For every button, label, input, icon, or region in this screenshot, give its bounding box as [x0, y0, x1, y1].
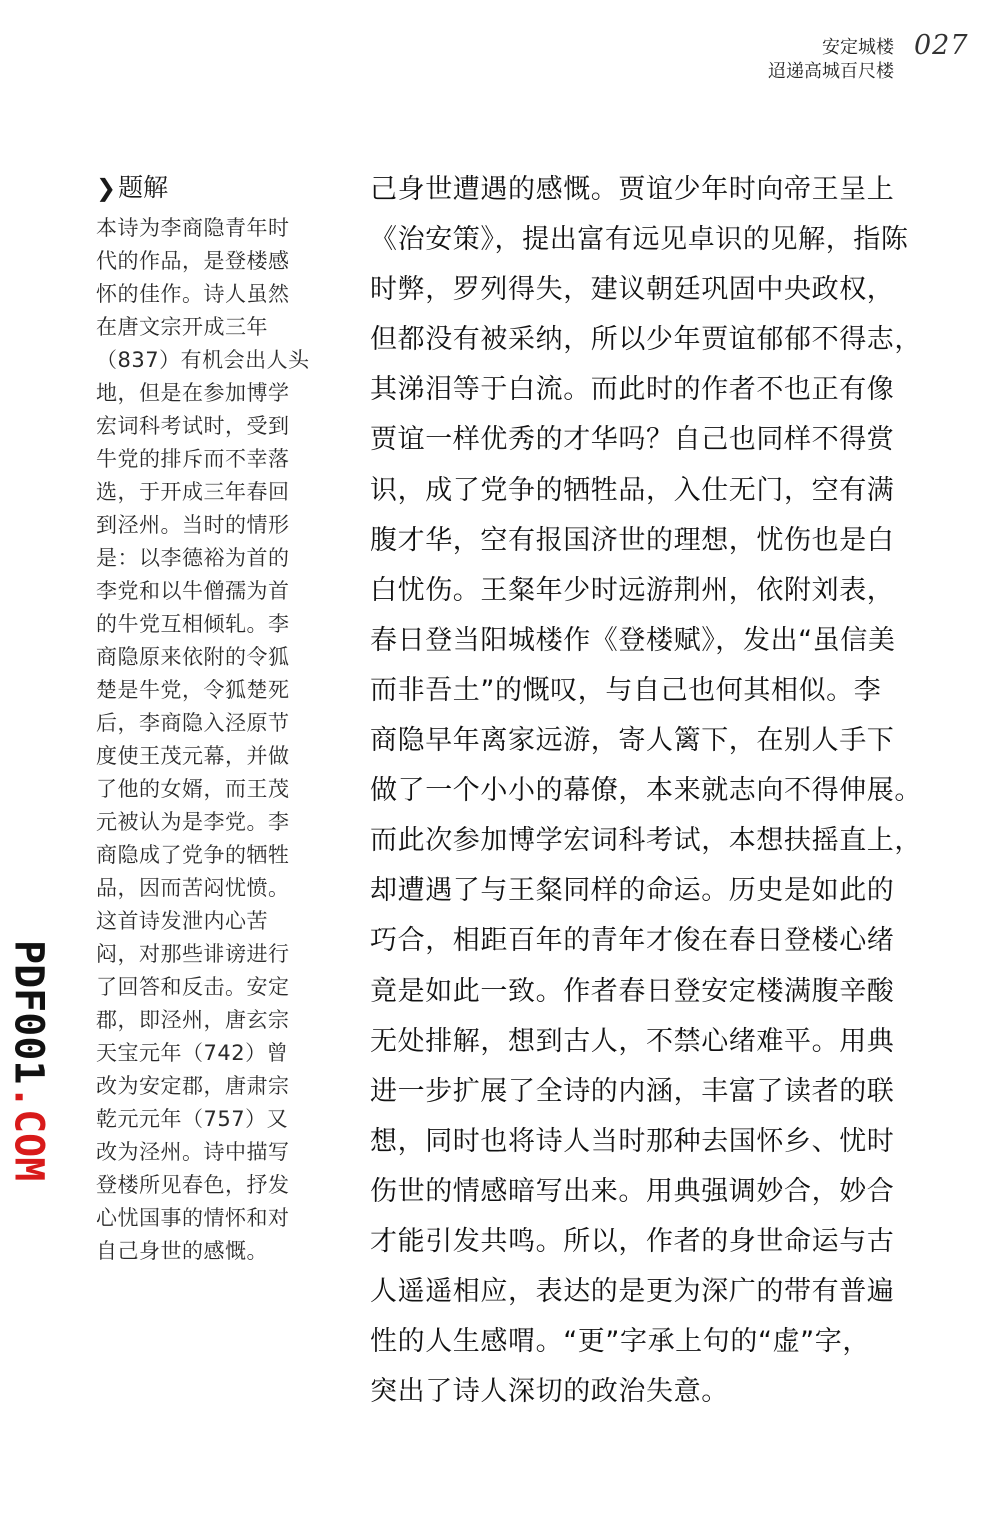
main-body [370, 165, 922, 1417]
main-text-line: 时弊，罗列得失，建议朝廷巩固中央政权， [370, 274, 895, 306]
main-text-line: 己身世遭遇的感慨。贾谊少年时向帝王呈上 [370, 174, 895, 205]
sidebar-text-line: 这首诗发泄内心苦 [96, 909, 268, 933]
main-text-line: 而非吾土”的慨叹，与自己也何其相似。李 [370, 674, 882, 706]
sidebar-text-line: 天宝元年（742）曾 [96, 1041, 289, 1065]
sidebar-text-line: 改为安定郡，唐肃宗 [96, 1074, 290, 1098]
sidebar-text-line: 选，于开成三年春回 [96, 480, 290, 504]
main-text-line: 才能引发共鸣。所以，作者的身世命运与古 [370, 1225, 895, 1257]
main-text-line: 巧合，相距百年的青年才俊在春日登楼心绪 [370, 925, 895, 957]
main-text-line: 但都没有被采纳，所以少年贾谊郁郁不得志， [370, 324, 922, 356]
main-text-column [370, 165, 922, 1417]
main-text-line: 而此次参加博学宏词科考试，本想扶摇直上， [370, 825, 922, 857]
sidebar-text-line: 怀的佳作。诗人虽然 [96, 282, 290, 306]
header-title: 安定城楼 [822, 37, 894, 58]
sidebar-text-line: 品，因而苦闷忧愤。 [96, 876, 290, 900]
sidebar-text-line: 乾元元年（757）又 [96, 1107, 289, 1131]
sidebar-text-line: 闷，对那些诽谤进行 [96, 942, 290, 966]
wm-red-text: .COM [5, 1084, 52, 1181]
main-text-line: 却遭遇了与王粲同样的命运。历史是如此的 [370, 875, 895, 907]
main-text-line: 商隐早年离家远游，寄人篱下，在别人手下 [370, 725, 895, 757]
watermark-red [5, 1084, 52, 1181]
main-text-line: 人遥遥相应，表达的是更为深广的带有普遍 [370, 1276, 895, 1308]
main-text-line: 白忧伤。王粲年少时远游荆州，依附刘表， [370, 574, 895, 606]
sidebar-body [96, 212, 324, 1268]
sidebar-text-line: 了他的女婿，而王茂 [96, 777, 290, 801]
main-text-line: 突出了诗人深切的政治失意。 [370, 1376, 729, 1408]
main-text-line: 性的人生感喟。“更”字承上句的“虚”字， [370, 1326, 870, 1358]
watermark [5, 940, 52, 1181]
header-subtitle: 迢递高城百尺楼 [768, 61, 894, 82]
sidebar-heading-label: 题解 [118, 173, 169, 202]
main-text-line: 春日登当阳城楼作《登楼赋》，发出“虽信美 [370, 624, 896, 656]
wm-dark-text: PDF001 [5, 940, 52, 1085]
sidebar-text-line: 地，但是在参加博学 [96, 381, 290, 405]
main-text-line: 《治安策》，提出富有远见卓识的见解，指陈 [370, 224, 909, 256]
sidebar-text-line: 元被认为是李党。李 [96, 810, 290, 834]
sidebar-text-line: 郡，即泾州，唐玄宗 [96, 1008, 290, 1032]
main-text-line: 做了一个小小的幕僚，本来就志向不得伸展。 [370, 775, 922, 807]
main-text-line: 贾谊一样优秀的才华吗？自己也同样不得赏 [370, 424, 895, 456]
sidebar-text-line: 宏词科考试时，受到 [96, 414, 290, 438]
sidebar-text-line: 的牛党互相倾轧。李 [96, 612, 290, 636]
sidebar-text-line: 代的作品，是登楼感 [96, 249, 290, 273]
sidebar-text-line: 商隐原来依附的令狐 [96, 645, 290, 669]
page-number: 027 [914, 30, 969, 61]
main-text-line: 进一步扩展了全诗的内涵，丰富了读者的联 [370, 1075, 895, 1107]
watermark-dark [5, 940, 52, 1085]
main-text-line: 无处排解，想到古人，不禁心绪难平。用典 [370, 1025, 895, 1057]
sidebar-text-line: 牛党的排斥而不幸落 [96, 447, 290, 471]
sidebar-text-line: 后，李商隐入泾原节 [96, 711, 290, 735]
main-text-line: 其涕泪等于白流。而此时的作者不也正有像 [370, 374, 895, 406]
sidebar-heading [96, 168, 324, 208]
sidebar-text-line: 李党和以牛僧孺为首 [96, 579, 290, 603]
sidebar-text-line: 自己身世的感慨。 [96, 1239, 268, 1263]
sidebar-text-line: 在唐文宗开成三年 [96, 315, 268, 339]
sidebar-text-line: 度使王茂元幕，并做 [96, 744, 290, 768]
sidebar-text-line: 本诗为李商隐青年时 [96, 216, 290, 240]
main-text-line: 腹才华，空有报国济世的理想，忧伤也是白 [370, 524, 895, 556]
main-text-line: 识，成了党争的牺牲品，入仕无门，空有满 [370, 474, 895, 506]
main-text-line: 伤世的情感暗写出来。用典强调妙合，妙合 [370, 1175, 895, 1207]
explanation-sidebar [96, 168, 324, 1268]
sidebar-text-line: 是：以李德裕为首的 [96, 546, 290, 570]
sidebar-text-line: 了回答和反击。安定 [96, 975, 290, 999]
sidebar-text-line: 楚是牛党，令狐楚死 [96, 678, 290, 702]
running-header [768, 36, 894, 84]
chevron-right-icon: ❯ [96, 174, 117, 202]
sidebar-text-line: 登楼所见春色，抒发 [96, 1173, 290, 1197]
sidebar-text-line: 心忧国事的情怀和对 [96, 1206, 290, 1230]
sidebar-text-line: 商隐成了党争的牺牲 [96, 843, 290, 867]
main-text-line: 想，同时也将诗人当时那种去国怀乡、忧时 [370, 1125, 895, 1157]
sidebar-text-line: （837）有机会出人头 [96, 348, 310, 372]
sidebar-text-line: 到泾州。当时的情形 [96, 513, 290, 537]
sidebar-text-line: 改为泾州。诗中描写 [96, 1140, 290, 1164]
main-text-line: 竟是如此一致。作者春日登安定楼满腹辛酸 [370, 975, 895, 1007]
